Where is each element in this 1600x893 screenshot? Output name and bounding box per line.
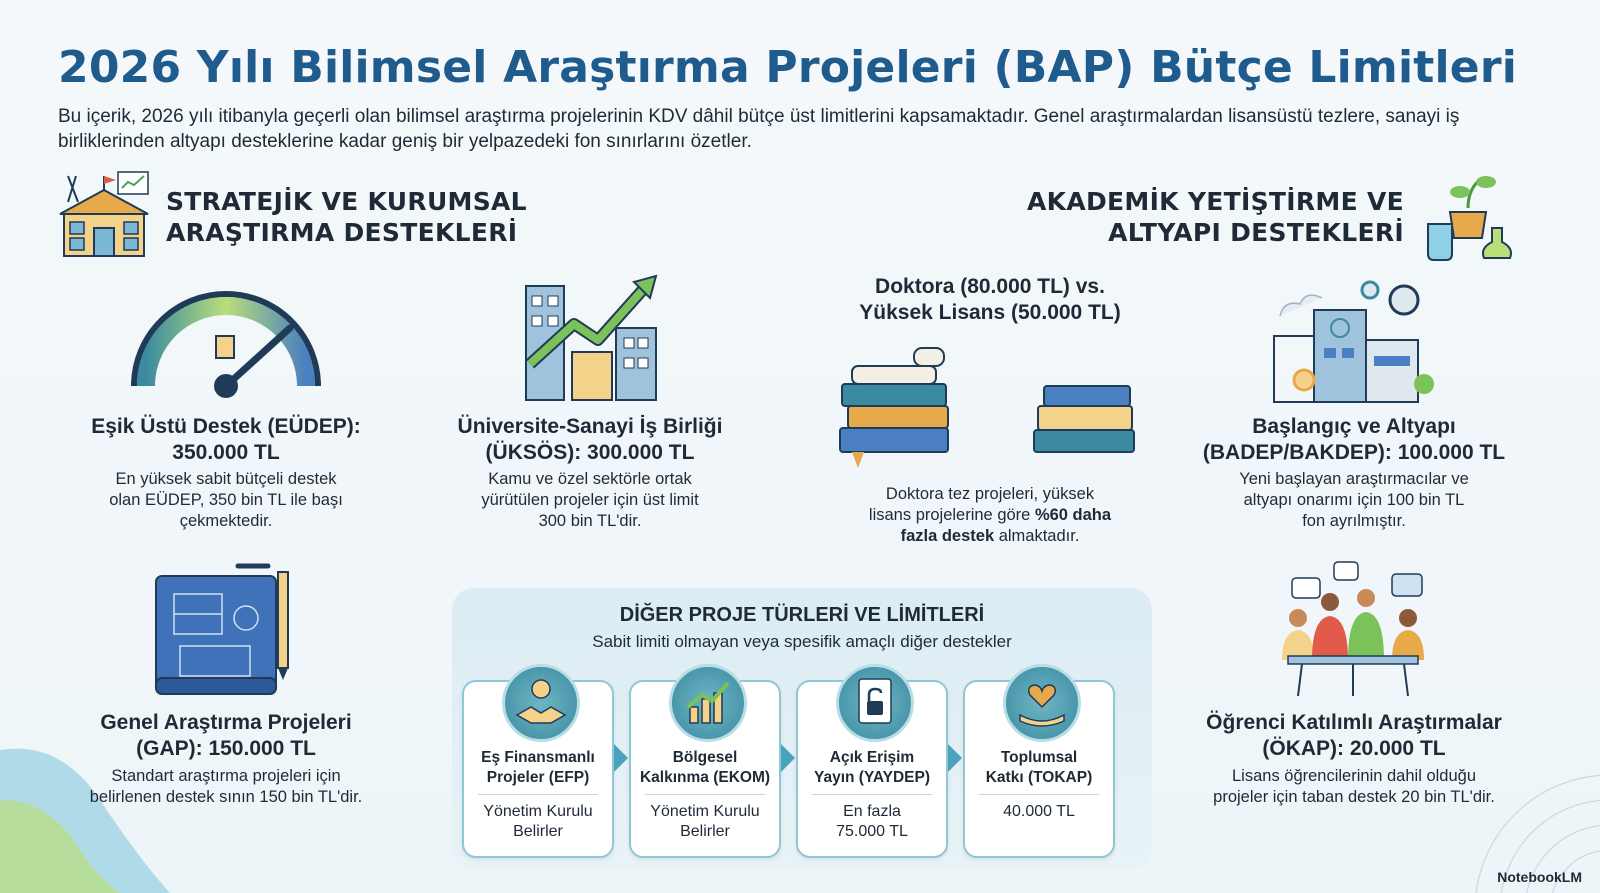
thesis-desc-line: Doktora tez projeleri, yüksek: [885, 485, 1095, 503]
thesis-title-line2: Yüksek Lisans (50.000 TL): [859, 301, 1121, 324]
ekom-box: [629, 680, 781, 858]
yaydep-name: [802, 748, 942, 788]
left-section-title-line2: ARAŞTIRMA DESTEKLERİ: [166, 218, 518, 247]
thesis-title-line1: Doktora (80.000 TL) vs.: [875, 275, 1105, 298]
eudep-desc: [56, 469, 396, 532]
ekom-name-line1: Bölgesel: [672, 749, 738, 766]
thesis-desc-text: almaktadır.: [994, 527, 1080, 545]
okap-amount: (ÖKAP): 20.000 TL: [1262, 737, 1446, 760]
thesis-desc-text: lisans projelerine göre: [868, 506, 1035, 524]
notebooklm-brand: NotebookLM: [1497, 869, 1582, 885]
badep-desc-line: Yeni başlayan araştırmacılar ve: [1239, 470, 1469, 488]
bar-chart-icon: [669, 664, 747, 742]
lab-flask-icon: [1420, 168, 1516, 264]
left-section-title: [166, 186, 527, 248]
factory-icon: [1270, 276, 1436, 404]
other-projects-title: DİĞER PROJE TÜRLERİ VE LİMİTLERİ: [619, 604, 985, 626]
chevron-right-icon: [948, 744, 962, 772]
badep-title: [1184, 414, 1524, 466]
blueprint-icon: [150, 562, 300, 700]
okap-title: [1184, 710, 1524, 762]
uksos-desc-line: 300 bin TL'dir.: [538, 512, 642, 530]
right-section-title-line2: ALTYAPI DESTEKLERİ: [1108, 218, 1404, 247]
uksos-desc-line: Kamu ve özel sektörle ortak: [488, 470, 692, 488]
ekom-value-line2: Belirler: [680, 823, 730, 840]
gauge-icon: [124, 286, 328, 398]
divider: [812, 794, 932, 795]
divider: [645, 794, 765, 795]
intro-text: Bu içerik, 2026 yılı itibanyla geçerli olan bilimsel araştırma projelerinin KDV dâhil bütçe üst limitlerini kapsamaktadır. Genel araştırmalardan lisansüstü tezlere, sanayi iş birliklerinden altyapı desteklerine kadar geniş bir yelpazedeki fon sınırlarını özetler.: [58, 106, 1460, 152]
efp-value-line2: Belirler: [513, 823, 563, 840]
badep-desc-line: fon ayrılmıştır.: [1302, 512, 1406, 530]
right-section-title: [1000, 186, 1404, 248]
efp-value: [468, 802, 608, 842]
right-section-title-line1: AKADEMİK YETİŞTİRME VE: [1027, 187, 1404, 216]
uksos-desc: [420, 469, 760, 532]
tokap-name-line1: Toplumsal: [1000, 749, 1078, 766]
thesis-desc-highlight: %60 daha: [1034, 506, 1112, 524]
okap-desc: [1174, 766, 1534, 808]
yaydep-box: [796, 680, 948, 858]
gap-title-line1: Genel Araştırma Projeleri: [100, 711, 352, 734]
open-lock-icon: [836, 664, 914, 742]
thesis-desc: [820, 484, 1160, 547]
gap-desc-line: Standart araştırma projeleri için: [111, 767, 341, 785]
tokap-value-line1: 40.000 TL: [1003, 803, 1075, 820]
efp-name-line1: Eş Finansmanlı: [481, 749, 595, 766]
ekom-name-line2: Kalkınma (EKOM): [639, 769, 771, 786]
yaydep-value: [802, 802, 942, 842]
eudep-desc-line: En yüksek sabit bütçeli destek: [115, 470, 337, 488]
eudep-desc-line: çekmektedir.: [179, 512, 273, 530]
efp-name: [468, 748, 608, 788]
thesis-title: [820, 274, 1160, 326]
gap-amount: (GAP): 150.000 TL: [136, 737, 316, 760]
team-icon: [1268, 560, 1438, 700]
books-icon: [834, 344, 1144, 472]
chevron-right-icon: [781, 744, 795, 772]
divider: [478, 794, 598, 795]
okap-title-line1: Öğrenci Katılımlı Araştırmalar: [1206, 711, 1502, 734]
tokap-value: [969, 802, 1109, 822]
uksos-amount: (ÜKSÖS): 300.000 TL: [485, 441, 695, 464]
left-section-title-line1: STRATEJİK VE KURUMSAL: [166, 187, 527, 216]
thesis-desc-line: [820, 526, 1160, 547]
divider: [979, 794, 1099, 795]
handshake-icon: [502, 664, 580, 742]
efp-box: [462, 680, 614, 858]
okap-desc-line: Lisans öğrencilerinin dahil olduğu: [1232, 767, 1476, 785]
eudep-title: [56, 414, 396, 466]
thesis-desc-line: [820, 505, 1160, 526]
ekom-name: [635, 748, 775, 788]
gap-title: [56, 710, 396, 762]
heart-hand-icon: [1003, 664, 1081, 742]
corner-wave-decoration: [0, 740, 170, 893]
uksos-title: [420, 414, 760, 466]
tokap-box: [963, 680, 1115, 858]
badep-desc-line: altyapı onarımı için 100 bin TL: [1243, 491, 1465, 509]
badep-title-line1: Başlangıç ve Altyapı: [1252, 415, 1456, 438]
eudep-desc-line: olan EÜDEP, 350 bin TL ile başı: [109, 491, 343, 509]
other-projects-subtitle: Sabit limiti olmayan veya spesifik amaçlı diğer destekler: [592, 632, 1012, 651]
growth-chart-icon: [516, 272, 666, 404]
uksos-title-line1: Üniversite-Sanayi İş Birliği: [457, 415, 723, 438]
gap-desc: [46, 766, 406, 808]
efp-name-line2: Projeler (EFP): [486, 769, 590, 786]
tokap-name: [969, 748, 1109, 788]
yaydep-value-line2: 75.000 TL: [836, 823, 908, 840]
ekom-value: [635, 802, 775, 842]
efp-value-line1: Yönetim Kurulu: [483, 803, 593, 820]
yaydep-value-line1: En fazla: [843, 803, 901, 820]
uksos-desc-line: yürütülen projeler için üst limit: [481, 491, 699, 509]
yaydep-name-line1: Açık Erişim: [829, 749, 915, 766]
chevron-right-icon: [614, 744, 628, 772]
badep-amount: (BADEP/BAKDEP): 100.000 TL: [1202, 441, 1506, 464]
tokap-name-line2: Katkı (TOKAP): [985, 769, 1093, 786]
ekom-value-line1: Yönetim Kurulu: [650, 803, 760, 820]
eudep-title-line1: Eşik Üstü Destek (EÜDEP):: [91, 415, 361, 438]
gap-desc-line: belirlenen destek sının 150 bin TL'dir.: [89, 788, 363, 806]
yaydep-name-line2: Yayın (YAYDEP): [813, 769, 931, 786]
building-icon: [56, 170, 152, 262]
eudep-amount: 350.000 TL: [172, 441, 280, 464]
thesis-desc-highlight: fazla destek: [900, 527, 995, 545]
page-title: 2026 Yılı Bilimsel Araştırma Projeleri (BAP) Bütçe Limitleri: [58, 42, 1517, 93]
badep-desc: [1184, 469, 1524, 532]
okap-desc-line: projeler için taban destek 20 bin TL'dir.: [1213, 788, 1495, 806]
